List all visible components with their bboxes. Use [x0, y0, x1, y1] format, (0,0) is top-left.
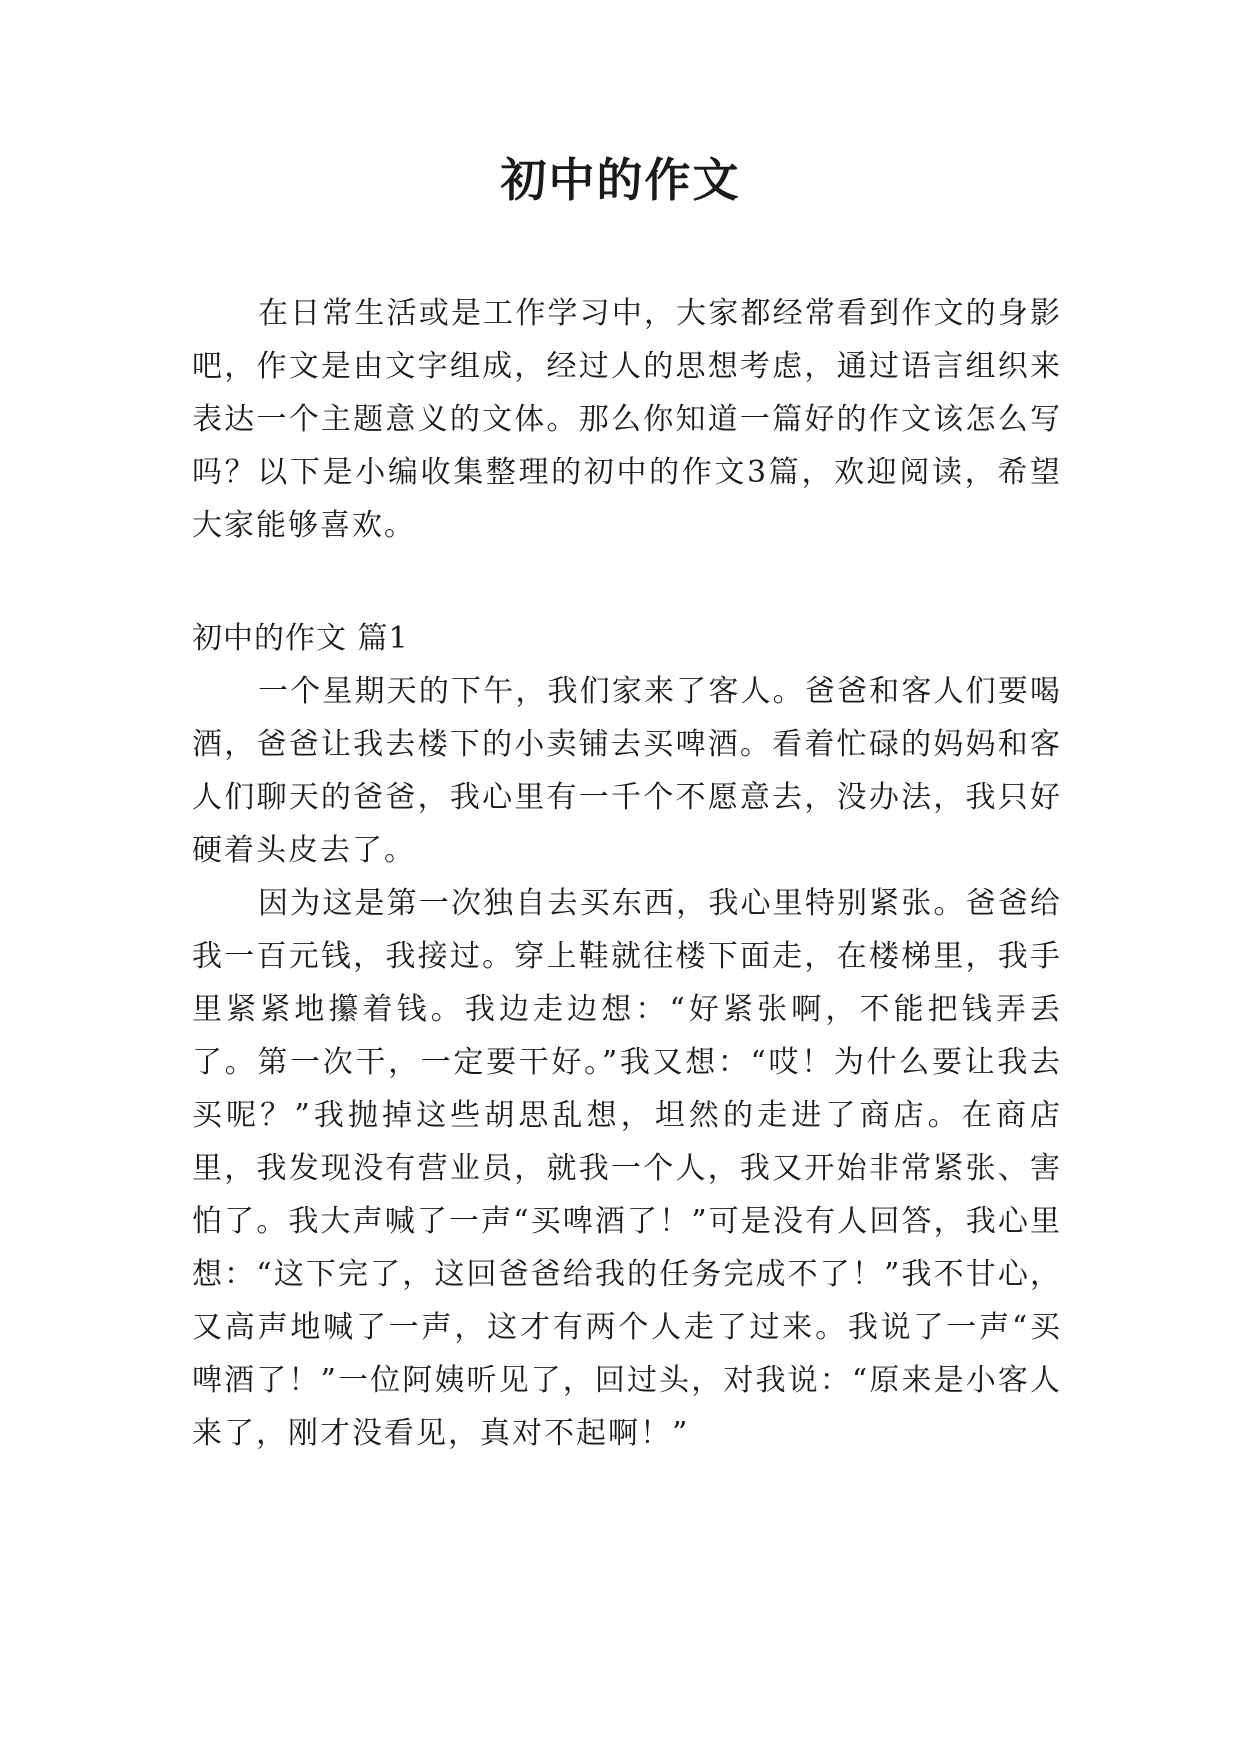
section-heading: 初中的作文 篇1	[192, 621, 409, 656]
body-paragraph: 一个星期天的下午，我们家来了客人。爸爸和客人们要喝酒，爸爸让我去楼下的小卖铺去买啤酒。看着忙碌的妈妈和客人们聊天的爸爸，我心里有一千个不愿意去，没办法，我只好硬着头皮去了。	[192, 674, 1062, 868]
body-paragraph: 因为这是第一次独自去买东西，我心里特别紧张。爸爸给我一百元钱，我接过。穿上鞋就往楼下面走，在楼梯里，我手里紧紧地攥着钱。我边走边想：“好紧张啊，不能把钱弄丢了。第一次干，一定要干好。”我又想：“哎！为什么要让我去买呢？”我抛掉这些胡思乱想，坦然的走进了商店。在商店里，我发现没有营业员，就我一个人，我又开始非常紧张、害怕了。我大声喊了一声“买啤酒了！”可是没有人回答，我心里想：“这下完了，这回爸爸给我的任务完成不了！”我不甘心，又高声地喊了一声，这才有两个人走了过来。我说了一声“买啤酒了！”一位阿姨听见了，回过头，对我说：“原来是小客人来了，刚才没看见，真对不起啊！”	[192, 886, 1062, 1451]
intro-paragraph: 在日常生活或是工作学习中，大家都经常看到作文的身影吧，作文是由文字组成，经过人的思想考虑，通过语言组织来表达一个主题意义的文体。那么你知道一篇好的作文该怎么写吗？以下是小编收集整理的初中的作文3篇，欢迎阅读，希望大家能够喜欢。	[192, 296, 1062, 543]
section-spacer	[192, 552, 1062, 612]
document-body	[192, 287, 1062, 1460]
document-title: 初中的作文	[500, 153, 741, 207]
